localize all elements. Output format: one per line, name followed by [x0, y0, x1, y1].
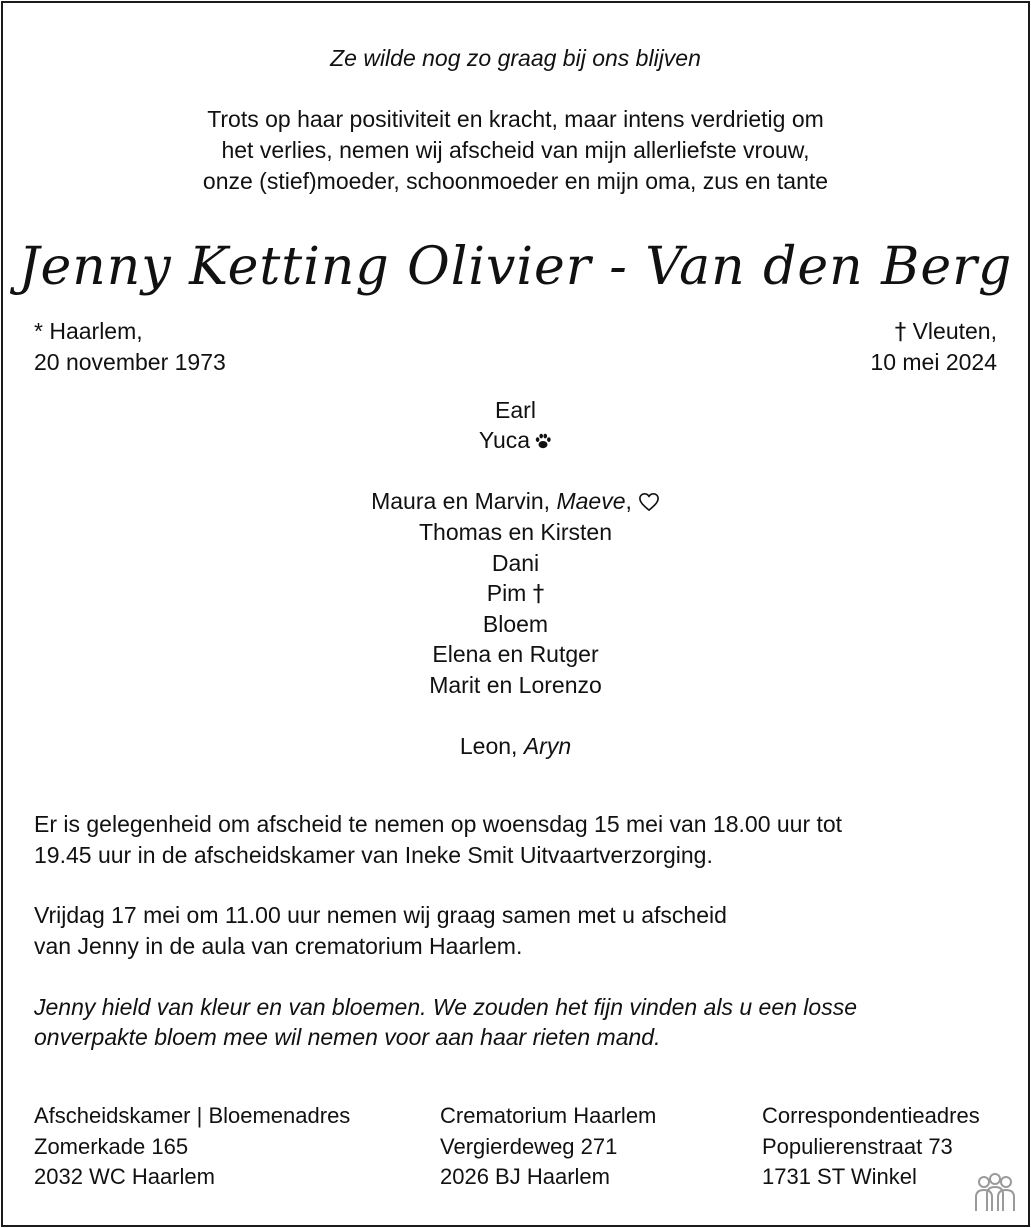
child-pim: Pim	[486, 580, 527, 606]
family-pet	[0, 425, 1031, 456]
family-aryn: Aryn	[523, 733, 572, 759]
people-group-icon	[970, 1173, 1020, 1215]
intro-line-3: onze (stief)moeder, schoonmoeder en mijn oma, zus en tante	[202, 168, 829, 194]
info-p3-line-1: Jenny hield van kleur en van bloemen. We zouden het fijn vinden als u een losse	[34, 994, 857, 1020]
address-city: 2032 WC Haarlem	[34, 1164, 215, 1189]
address-title: Afscheidskamer | Bloemenadres	[34, 1103, 351, 1128]
intro-quote: Ze wilde nog zo graag bij ons blijven	[330, 45, 701, 71]
family-child-4: Bloem	[482, 611, 549, 637]
family-child-3	[0, 578, 1031, 610]
family-leon: Leon,	[459, 733, 524, 759]
address-title: Correspondentieadres	[762, 1103, 980, 1128]
info-p2-line-2: van Jenny in de aula van crematorium Haarlem.	[34, 933, 523, 959]
paw-icon	[534, 432, 552, 450]
address-city: 1731 ST Winkel	[762, 1164, 917, 1189]
death-date: 10 mei 2024	[870, 349, 997, 375]
death-place-line	[895, 316, 997, 348]
address-street: Populierenstraat 73	[762, 1133, 953, 1159]
intro-line-1: Trots op haar positiviteit en kracht, maar intens verdrietig om	[207, 106, 824, 132]
children-first-names: Maura en Marvin,	[371, 488, 557, 514]
birth-place: * Haarlem,	[34, 318, 143, 344]
intro-line-2: het verlies, nemen wij afscheid van mijn allerliefste vrouw,	[221, 137, 810, 163]
family-child-1: Thomas en Kirsten	[418, 519, 613, 545]
children-first-suffix: ,	[625, 488, 632, 514]
address-correspondence	[762, 1101, 980, 1193]
family-child-6: Marit en Lorenzo	[429, 672, 602, 698]
info-p1-line-1: Er is gelegenheid om afscheid te nemen op woensdag 15 mei van 18.00 uur tot	[34, 811, 843, 837]
death-place: Vleuten,	[912, 318, 997, 344]
family-partner: Earl	[495, 397, 536, 423]
birth-date: 20 november 1973	[34, 349, 226, 375]
pet-name: Yuca	[478, 427, 531, 453]
info-p2-line-1: Vrijdag 17 mei om 11.00 uur nemen wij graag samen met u afscheid	[34, 902, 727, 928]
family-child-5: Elena en Rutger	[432, 641, 599, 667]
heart-icon	[638, 492, 660, 512]
address-crematorium	[440, 1101, 656, 1193]
address-title: Crematorium Haarlem	[440, 1103, 657, 1128]
pim-cross: †	[532, 581, 545, 607]
address-farewell-room	[34, 1101, 350, 1193]
grandchild-maeve: Maeve	[556, 488, 626, 514]
family-last	[0, 731, 1031, 762]
info-p3-line-2: onverpakte bloem mee wil nemen voor aan haar rieten mand.	[34, 1024, 661, 1050]
family-children-first	[0, 486, 1031, 517]
address-street: Zomerkade 165	[34, 1133, 189, 1159]
address-street: Vergierdeweg 271	[440, 1133, 618, 1159]
info-p1-line-2: 19.45 uur in de afscheidskamer van Ineke Smit Uitvaartverzorging.	[34, 842, 713, 868]
family-child-2: Dani	[491, 550, 540, 576]
death-cross: †	[894, 319, 907, 345]
deceased-name: Jenny Ketting Olivier - Van den Berg	[18, 237, 1013, 297]
address-city: 2026 BJ Haarlem	[440, 1164, 610, 1189]
